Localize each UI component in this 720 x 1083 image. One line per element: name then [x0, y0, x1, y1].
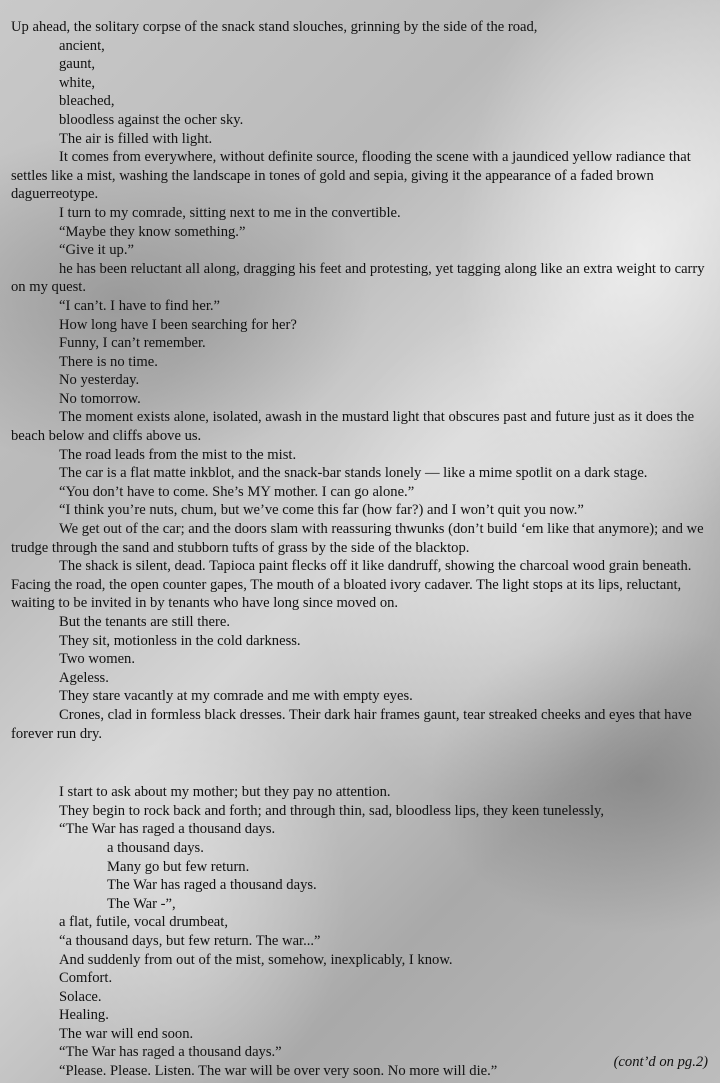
story-line: Healing. — [59, 1007, 109, 1024]
story-line: Comfort. — [59, 970, 113, 987]
story-line: ancient, — [59, 37, 105, 54]
story-line: They begin to rock back and forth; and through thin, sad, bloodless lips, they keen tunelessly, — [59, 802, 604, 819]
story-line: bleached, — [59, 93, 115, 110]
story-line: I start to ask about my mother; but they pay no attention. — [59, 784, 391, 801]
story-line: But the tenants are still there. — [59, 614, 231, 630]
story-line: Ageless. — [59, 669, 109, 686]
story-line: “I think you’re nuts, chum, but we’ve come this far (how far?) and I won’t quit you now.” — [59, 502, 584, 519]
story-line: Up ahead, the solitary corpse of the snack stand slouches, grinning by the side of the road, — [11, 19, 538, 35]
story-line: No tomorrow. — [59, 390, 141, 407]
story-line: They sit, motionless in the cold darkness. — [59, 632, 301, 649]
story-line: “The War has raged a thousand days.” — [59, 1044, 282, 1061]
story-line: How long have I been searching for her? — [59, 316, 297, 333]
story-line: Two women. — [59, 651, 135, 668]
story-line: “Maybe they know something.” — [59, 223, 246, 240]
story-line: We get out of the car; and the doors slam with reassuring thwunks (don’t build ‘em like that anymore); and we trudge through the sand and stubborn tufts of grass by the side of the blacktop. — [11, 521, 704, 556]
story-line: Funny, I can’t remember. — [59, 335, 206, 352]
story-line: “The War has raged a thousand days. — [59, 821, 276, 838]
story-line: I turn to my comrade, sitting next to me in the convertible. — [59, 204, 401, 221]
story-line: The road leads from the mist to the mist. — [59, 446, 297, 463]
story-line: The War -”, — [107, 895, 176, 912]
story-line: a thousand days. — [107, 839, 204, 856]
story-line: gaunt, — [59, 56, 96, 73]
paragraph-spacer — [11, 759, 709, 767]
story-line: “You don’t have to come. She’s MY mother. I can go alone.” — [59, 483, 415, 500]
story-text-column — [11, 18, 709, 1081]
story-line: a flat, futile, vocal drumbeat, — [59, 914, 228, 931]
story-line: It comes from everywhere, without definite source, flooding the scene with a jaundiced yellow radiance that settles like a mist, washing the landscape in tones of gold and sepia, giving it the appearance of a faded brown daguerreotype. — [11, 149, 691, 203]
story-line: They stare vacantly at my comrade and me with empty eyes. — [59, 688, 413, 705]
story-line: “a thousand days, but few return. The war...” — [59, 932, 321, 949]
story-line: The War has raged a thousand days. — [107, 877, 317, 894]
story-line: No yesterday. — [59, 372, 140, 389]
story-line: The air is filled with light. — [59, 130, 213, 147]
story-line: The shack is silent, dead. Tapioca paint flecks off it like dandruff, showing the charcoal wood grain beneath. Facing the road, the open counter gapes, The mouth of a bloated ivory cadaver. The light stops at its lips, reluctant, waiting to be invited in by tenants who have long since moved on. — [11, 558, 692, 612]
story-line: Crones, clad in formless black dresses. Their dark hair frames gaunt, tear streaked cheeks and eyes that have forever run dry. — [11, 706, 692, 742]
story-line: The car is a flat matte inkblot, and the snack-bar stands lonely — like a mime spotlit on a dark stage. — [59, 465, 648, 482]
story-line: white, — [59, 74, 96, 91]
continued-note: (cont’d on pg.2) — [613, 1054, 708, 1070]
story-line: “Give it up.” — [59, 242, 134, 259]
story-line: “I can’t. I have to find her.” — [59, 297, 221, 314]
story-line: And suddenly from out of the mist, somehow, inexplicably, I know. — [59, 951, 453, 968]
story-line: Solace. — [59, 988, 102, 1005]
story-line: “Please. Please. Listen. The war will be over very soon. No more will die.” — [59, 1063, 498, 1080]
story-line: Many go but few return. — [107, 858, 250, 875]
story-line: The war will end soon. — [59, 1025, 194, 1042]
story-line: The moment exists alone, isolated, awash in the mustard light that obscures past and future just as it does the beach below and cliffs above us. — [11, 409, 695, 445]
story-line: he has been reluctant all along, dragging his feet and protesting, yet tagging along like an extra weight to carry on my quest. — [11, 260, 705, 296]
story-line: There is no time. — [59, 353, 158, 370]
story-line: bloodless against the ocher sky. — [59, 111, 244, 128]
